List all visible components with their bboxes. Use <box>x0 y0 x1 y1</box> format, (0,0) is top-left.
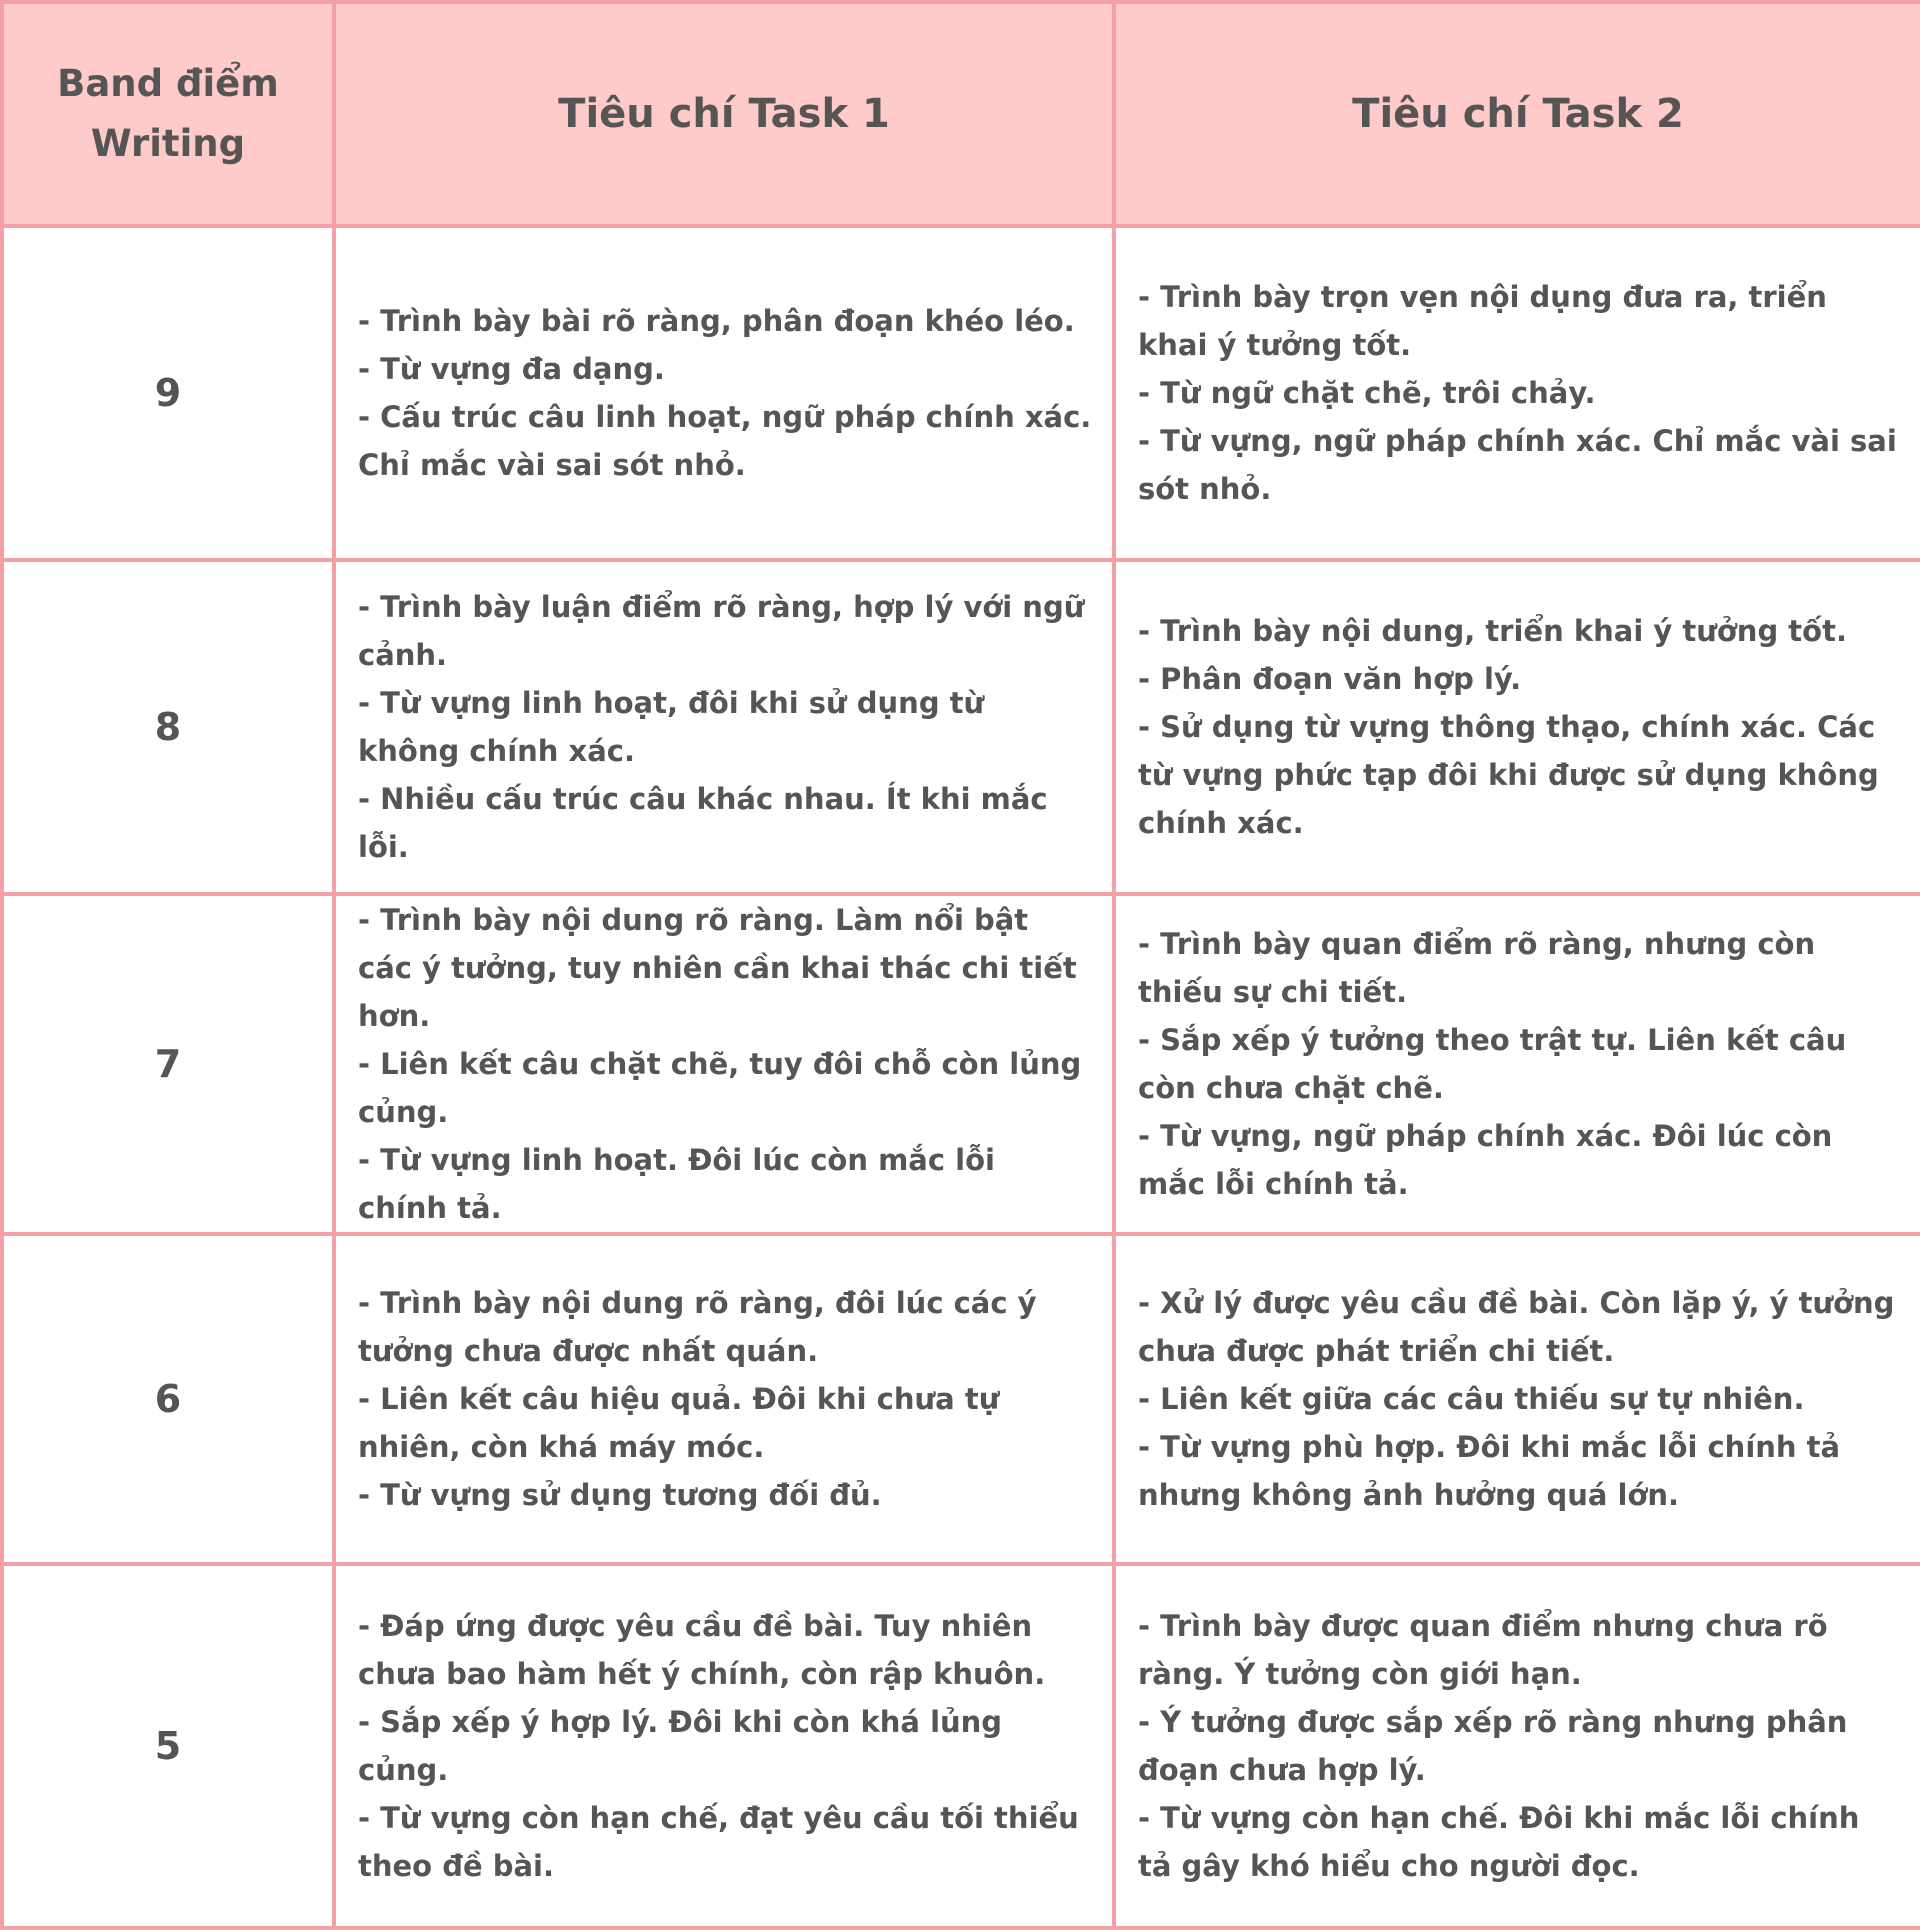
table-row <box>2 560 1920 894</box>
criteria-line: - Cấu trúc câu linh hoạt, ngữ pháp chính xác. Chỉ mắc vài sai sót nhỏ. <box>358 400 1092 482</box>
band-score: 8 <box>2 560 334 894</box>
criteria-line: - Liên kết câu hiệu quả. Đôi khi chưa tự nhiên, còn khá máy móc. <box>358 1382 1000 1464</box>
criteria-line: - Nhiều cấu trúc câu khác nhau. Ít khi mắc lỗi. <box>358 782 1048 864</box>
criteria-line: - Từ vựng, ngữ pháp chính xác. Chỉ mắc vài sai sót nhỏ. <box>1138 424 1897 506</box>
criteria-line: - Xử lý được yêu cầu đề bài. Còn lặp ý, ý tưởng chưa được phát triển chi tiết. <box>1138 1286 1895 1368</box>
table-body <box>2 226 1920 1928</box>
criteria-line: - Đáp ứng được yêu cầu đề bài. Tuy nhiên chưa bao hàm hết ý chính, còn rập khuôn. <box>358 1609 1046 1691</box>
criteria-line: - Trình bày bài rõ ràng, phân đoạn khéo léo. <box>358 304 1075 338</box>
criteria-line: - Sử dụng từ vựng thông thạo, chính xác. Các từ vựng phức tạp đôi khi được sử dụng không chính xác. <box>1138 710 1879 840</box>
task2-criteria <box>1114 894 1920 1234</box>
criteria-line: - Từ ngữ chặt chẽ, trôi chảy. <box>1138 376 1596 410</box>
band-score: 5 <box>2 1564 334 1928</box>
criteria-line: - Liên kết câu chặt chẽ, tuy đôi chỗ còn lủng củng. <box>358 1047 1082 1129</box>
band-score: 9 <box>2 226 334 560</box>
task2-criteria <box>1114 1564 1920 1928</box>
task1-criteria <box>334 226 1114 560</box>
table-row <box>2 1564 1920 1928</box>
header-task1: Tiêu chí Task 1 <box>334 2 1114 226</box>
header-row <box>2 2 1920 226</box>
criteria-line: - Trình bày nội dung rõ ràng, đôi lúc các ý tưởng chưa được nhất quán. <box>358 1286 1037 1368</box>
criteria-line: - Trình bày được quan điểm nhưng chưa rõ ràng. Ý tưởng còn giới hạn. <box>1138 1609 1828 1691</box>
table-header <box>2 2 1920 226</box>
table-row <box>2 894 1920 1234</box>
criteria-line: - Liên kết giữa các câu thiếu sự tự nhiên. <box>1138 1382 1805 1416</box>
criteria-line: - Từ vựng, ngữ pháp chính xác. Đôi lúc còn mắc lỗi chính tả. <box>1138 1119 1833 1201</box>
header-band: Band điểm Writing <box>2 2 334 226</box>
criteria-line: - Từ vựng còn hạn chế. Đôi khi mắc lỗi chính tả gây khó hiểu cho người đọc. <box>1138 1801 1860 1883</box>
criteria-line: - Trình bày luận điểm rõ ràng, hợp lý với ngữ cảnh. <box>358 590 1085 672</box>
criteria-line: - Trình bày trọn vẹn nội dụng đưa ra, triển khai ý tưởng tốt. <box>1138 280 1827 362</box>
table-row <box>2 226 1920 560</box>
criteria-line: - Trình bày nội dung rõ ràng. Làm nổi bật các ý tưởng, tuy nhiên cần khai thác chi tiết hơn. <box>358 903 1077 1033</box>
criteria-line: - Ý tưởng được sắp xếp rõ ràng nhưng phân đoạn chưa hợp lý. <box>1138 1705 1848 1787</box>
criteria-line: - Từ vựng phù hợp. Đôi khi mắc lỗi chính tả nhưng không ảnh hưởng quá lớn. <box>1138 1430 1841 1512</box>
criteria-line: - Sắp xếp ý tưởng theo trật tự. Liên kết câu còn chưa chặt chẽ. <box>1138 1023 1847 1105</box>
table-row <box>2 1234 1920 1564</box>
band-score: 7 <box>2 894 334 1234</box>
task2-criteria <box>1114 1234 1920 1564</box>
criteria-line: - Từ vựng linh hoạt. Đôi lúc còn mắc lỗi chính tả. <box>358 1143 995 1225</box>
criteria-line: - Từ vựng còn hạn chế, đạt yêu cầu tối thiểu theo đề bài. <box>358 1801 1079 1883</box>
task2-criteria <box>1114 226 1920 560</box>
criteria-line: - Trình bày quan điểm rõ ràng, nhưng còn thiếu sự chi tiết. <box>1138 927 1816 1009</box>
criteria-line: - Từ vựng linh hoạt, đôi khi sử dụng từ không chính xác. <box>358 686 985 768</box>
criteria-line: - Phân đoạn văn hợp lý. <box>1138 662 1522 696</box>
criteria-line: - Từ vựng sử dụng tương đối đủ. <box>358 1478 882 1512</box>
task1-criteria <box>334 894 1114 1234</box>
header-task2: Tiêu chí Task 2 <box>1114 2 1920 226</box>
criteria-line: - Sắp xếp ý hợp lý. Đôi khi còn khá lủng củng. <box>358 1705 1003 1787</box>
task2-criteria <box>1114 560 1920 894</box>
band-score: 6 <box>2 1234 334 1564</box>
task1-criteria <box>334 1234 1114 1564</box>
task1-criteria <box>334 1564 1114 1928</box>
criteria-line: - Từ vựng đa dạng. <box>358 352 665 386</box>
task1-criteria <box>334 560 1114 894</box>
criteria-line: - Trình bày nội dung, triển khai ý tưởng tốt. <box>1138 614 1847 648</box>
